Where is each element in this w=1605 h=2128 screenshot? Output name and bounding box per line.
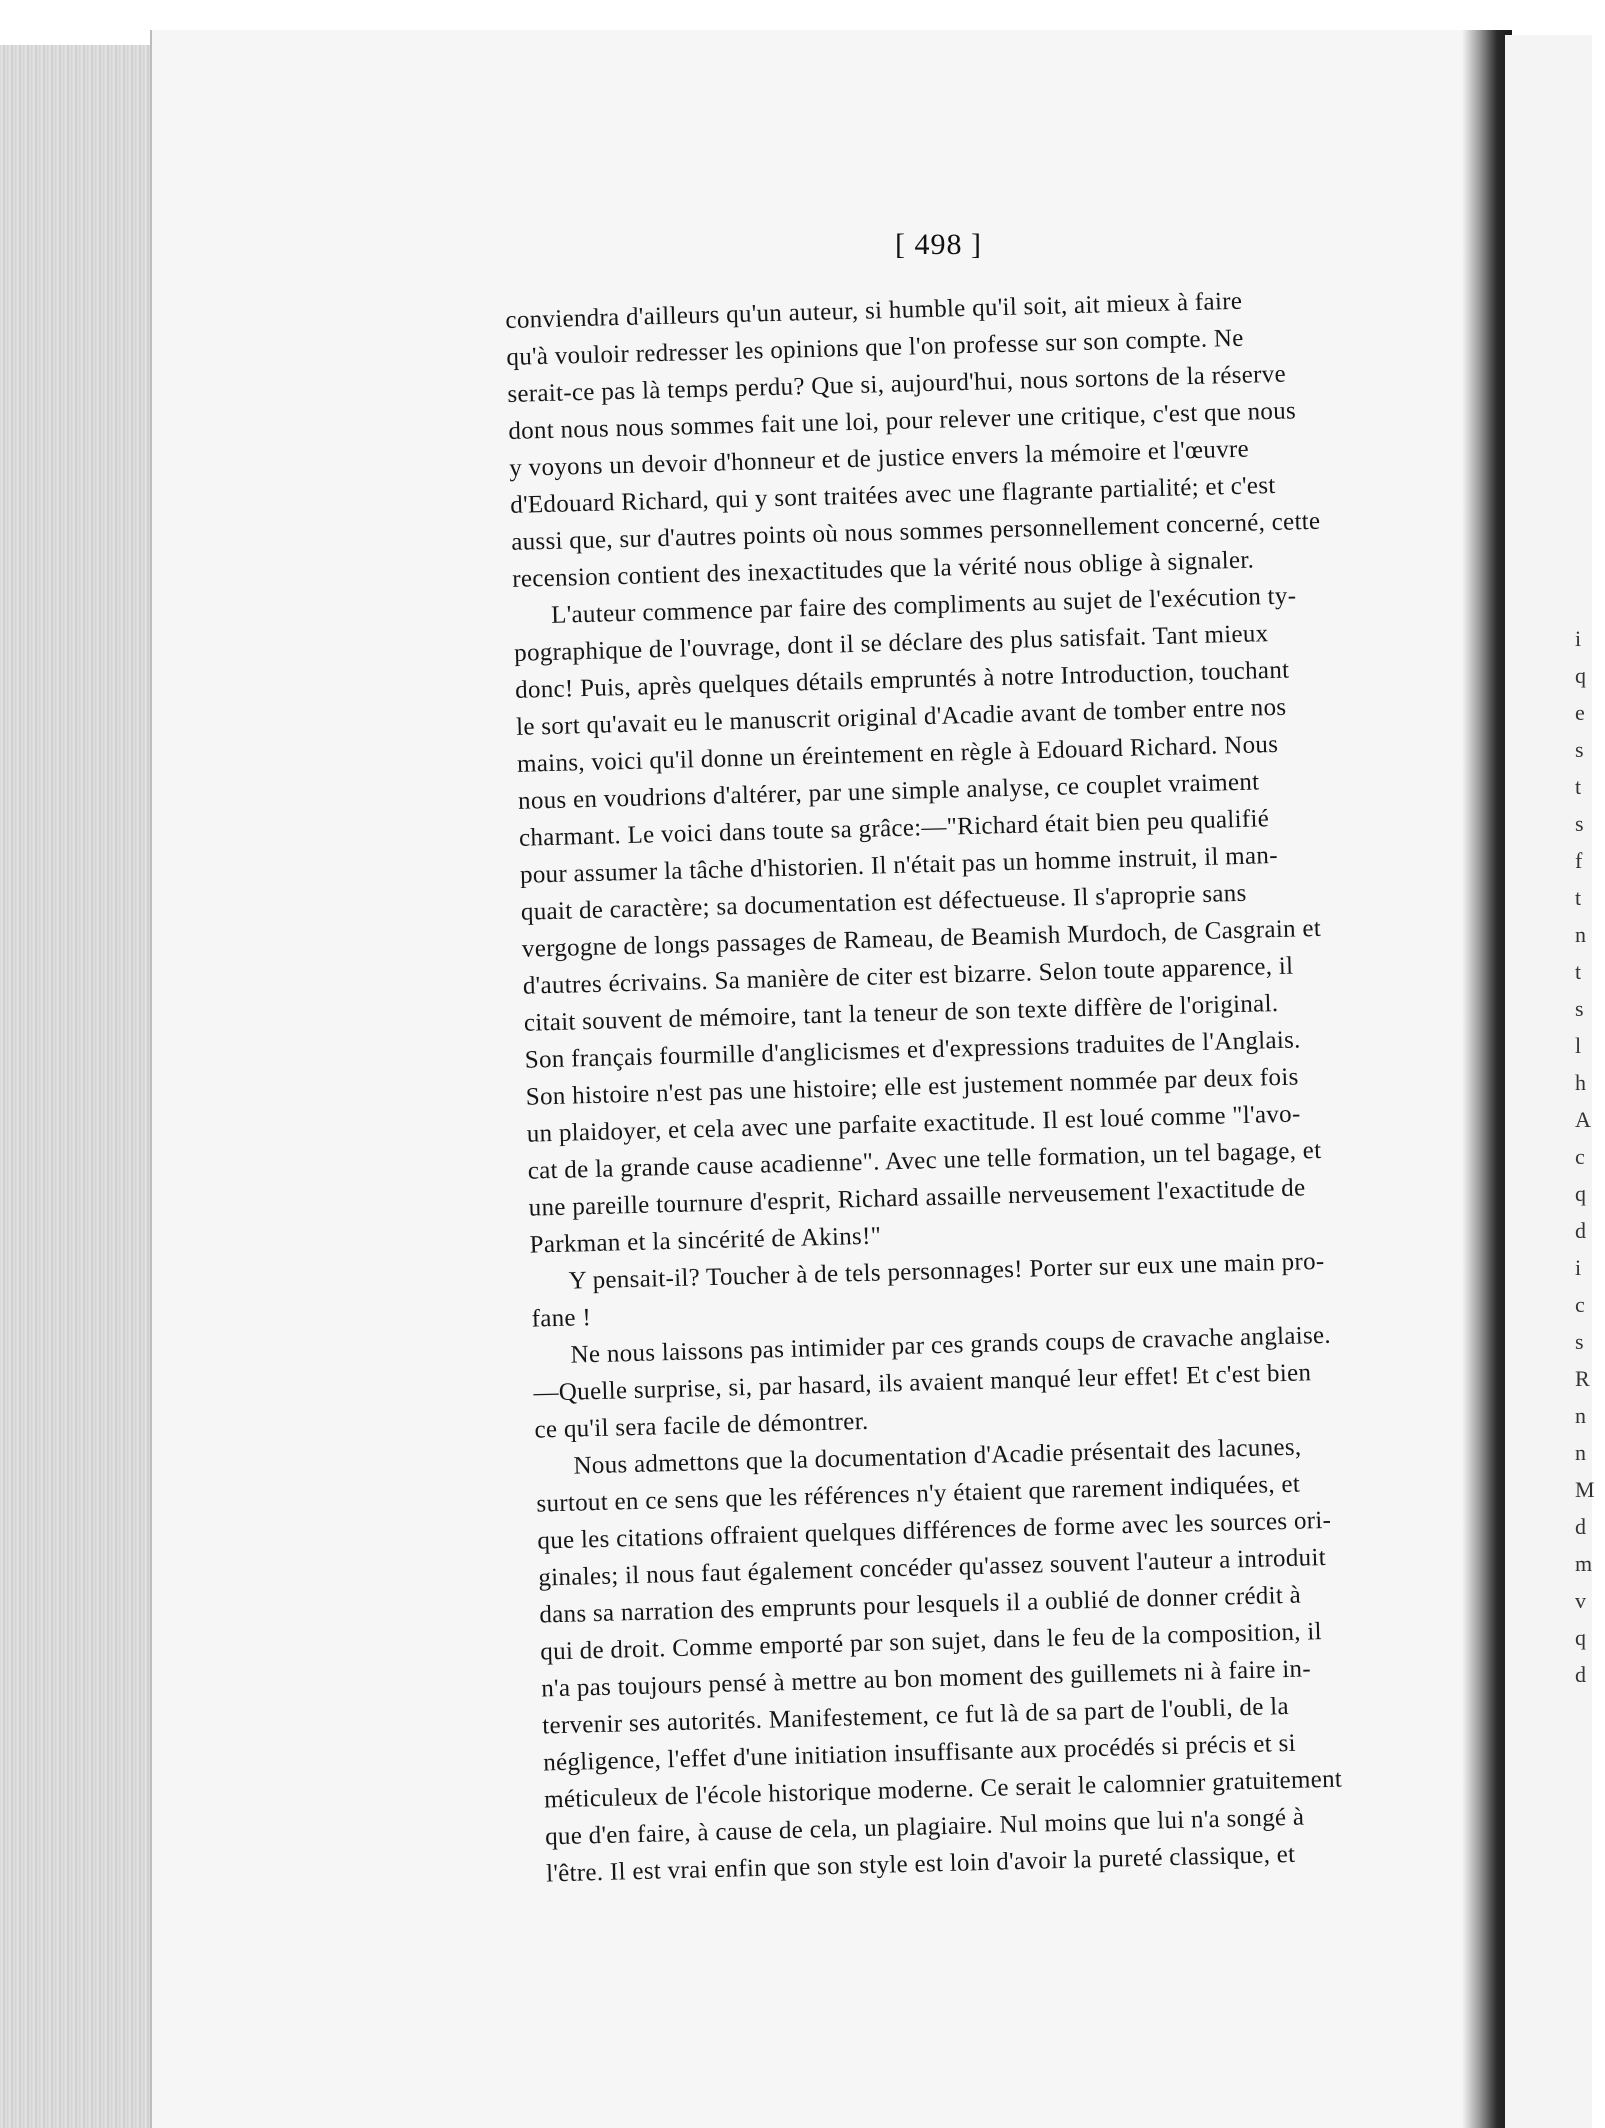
book-page-edges <box>0 45 160 2128</box>
text-line: Nous admettons que la documentation d'Acadie présentait des lacunes, <box>573 1433 1302 1480</box>
facing-page-fragment: c <box>1575 1292 1585 1317</box>
text-line: citait souvent de mémoire, tant la teneur de son texte diffère de l'original. <box>523 990 1279 1037</box>
text-line: le sort qu'avait eu le manuscrit original d'Acadie avant de tomber entre nos <box>515 693 1287 741</box>
text-line: un plaidoyer, et cela avec une parfaite exactitude. Il est loué comme "l'avo- <box>526 1100 1301 1148</box>
page-number: [ 498 ] <box>895 228 982 261</box>
facing-page-fragment: l <box>1575 1033 1582 1058</box>
text-line: que d'en faire, à cause de cela, un plagiaire. Nul moins que lui n'a songé à <box>544 1803 1305 1851</box>
text-line: Son français fourmille d'anglicismes et d'expressions traduites de l'Anglais. <box>524 1026 1301 1074</box>
text-line: donc! Puis, après quelques détails empruntés à notre Introduction, touchant <box>514 656 1290 704</box>
facing-page-fragment: e <box>1575 700 1585 725</box>
text-line: dont nous nous sommes fait une loi, pour relever une critique, c'est que nous <box>508 397 1297 445</box>
text-line: recension contient des inexactitudes que la vérité nous oblige à signaler. <box>511 546 1255 593</box>
text-line: Son histoire n'est pas une histoire; elle est justement nommée par deux fois <box>525 1063 1299 1111</box>
text-line: vergogne de longs passages de Rameau, de Beamish Murdoch, de Casgrain et <box>521 914 1322 963</box>
facing-page-fragment: R <box>1575 1366 1590 1391</box>
facing-page-fragment: c <box>1575 1144 1585 1169</box>
text-line: —Quelle surprise, si, par hasard, ils avaient manqué leur effet! Et c'est bien <box>533 1359 1312 1407</box>
facing-page-fragment: n <box>1575 1403 1586 1428</box>
facing-page-fragment: q <box>1575 1181 1586 1206</box>
text-line: conviendra d'ailleurs qu'un auteur, si humble qu'il soit, ait mieux à faire <box>505 287 1243 334</box>
text-line: que les citations offraient quelques différences de forme avec les sources ori- <box>537 1506 1332 1555</box>
text-line: d'Edouard Richard, qui y sont traitées avec une flagrante partialité; et c'est <box>509 471 1276 519</box>
facing-page-fragment: A <box>1575 1107 1591 1132</box>
text-line: pour assumer la tâche d'historien. Il n'était pas un homme instruit, il man- <box>519 841 1279 889</box>
text-line: charmant. Le voici dans toute sa grâce:—"Richard était bien peu qualifié <box>518 805 1270 852</box>
facing-page-fragment: t <box>1575 959 1582 984</box>
facing-page-fragment: s <box>1575 811 1584 836</box>
facing-page-fragment: t <box>1575 774 1582 799</box>
facing-page-fragment: h <box>1575 1070 1586 1095</box>
facing-page-text-fragments <box>1575 620 1605 1693</box>
text-line: méticuleux de l'école historique moderne. Ce serait le calomnier gratuitement <box>543 1765 1343 1814</box>
text-line: Y pensait-il? Toucher à de tels personnages! Porter sur eux une main pro- <box>568 1247 1325 1295</box>
facing-page-fragment: q <box>1575 1625 1586 1650</box>
text-line: pographique de l'ouvrage, dont il se déclare des plus satisfait. Tant mieux <box>513 620 1269 667</box>
facing-page-fragment: s <box>1575 737 1584 762</box>
text-line: Parkman et la sincérité de Akins!" <box>529 1222 882 1259</box>
facing-page-fragment: m <box>1575 1551 1593 1576</box>
facing-page-fragment: d <box>1575 1662 1586 1687</box>
text-line: qu'à vouloir redresser les opinions que l'on professe sur son compte. Ne <box>506 324 1244 371</box>
text-line: Ne nous laissons pas intimider par ces grands coups de cravache anglaise. <box>570 1321 1332 1369</box>
facing-page-fragment: M <box>1575 1477 1595 1502</box>
text-line: d'autres écrivains. Sa manière de citer est bizarre. Selon toute apparence, il <box>522 952 1294 1000</box>
text-line: cat de la grande cause acadienne". Avec une telle formation, un tel bagage, et <box>527 1136 1322 1185</box>
text-line: mains, voici qu'il donne un éreintement en règle à Edouard Richard. Nous <box>516 730 1279 778</box>
text-line: aussi que, sur d'autres points où nous sommes personnellement concerné, cette <box>510 507 1321 556</box>
facing-page-fragment: i <box>1575 626 1582 651</box>
facing-page-fragment: s <box>1575 996 1584 1021</box>
text-line: quait de caractère; sa documentation est défectueuse. Il s'aproprie sans <box>520 879 1247 926</box>
facing-page-fragment: q <box>1575 663 1586 688</box>
text-line: surtout en ce sens que les références n'y étaient que rarement indiquées, et <box>536 1470 1301 1518</box>
page-body-text <box>505 278 1451 1892</box>
facing-page-fragment: s <box>1575 1329 1584 1354</box>
facing-page-fragment: i <box>1575 1255 1582 1280</box>
text-line: fane ! <box>531 1304 592 1333</box>
text-line: nous en voudrions d'altérer, par une simple analyse, ce couplet vraiment <box>517 768 1260 815</box>
text-line: qui de droit. Comme emporté par son sujet, dans le feu de la composition, il <box>539 1618 1323 1666</box>
facing-page-fragment: n <box>1575 922 1586 947</box>
text-line: ginales; il nous faut également concéder qu'assez souvent l'auteur a introduit <box>538 1543 1327 1592</box>
text-line: ce qu'il sera facile de démontrer. <box>534 1407 869 1444</box>
facing-page-fragment: d <box>1575 1514 1586 1539</box>
text-line: dans sa narration des emprunts pour lesquels il a oublié de donner crédit à <box>539 1581 1302 1629</box>
facing-page-fragment: n <box>1575 1440 1586 1465</box>
text-line: négligence, l'effet d'une initiation insuffisante aux procédés si précis et si <box>542 1729 1297 1777</box>
text-line: l'être. Il est vrai enfin que son style est loin d'avoir la pureté classique, et <box>545 1840 1296 1888</box>
facing-page-fragment: f <box>1575 848 1583 873</box>
text-line: L'auteur commence par faire des compliments au sujet de l'exécution ty- <box>550 582 1297 629</box>
text-line: une pareille tournure d'esprit, Richard assaille nerveusement l'exactitude de <box>528 1174 1306 1222</box>
text-line: serait-ce pas là temps perdu? Que si, aujourd'hui, nous sortons de la réserve <box>507 360 1287 408</box>
text-line: n'a pas toujours pensé à mettre au bon moment des guillemets ni à faire in- <box>540 1655 1312 1703</box>
text-line: tervenir ses autorités. Manifestement, ce fut là de sa part de l'oubli, de la <box>541 1692 1290 1740</box>
facing-page-fragment: v <box>1575 1588 1586 1613</box>
facing-page-fragment: d <box>1575 1218 1586 1243</box>
text-line: y voyons un devoir d'honneur et de justice envers la mémoire et l'œuvre <box>509 435 1250 482</box>
facing-page-fragment: t <box>1575 885 1582 910</box>
